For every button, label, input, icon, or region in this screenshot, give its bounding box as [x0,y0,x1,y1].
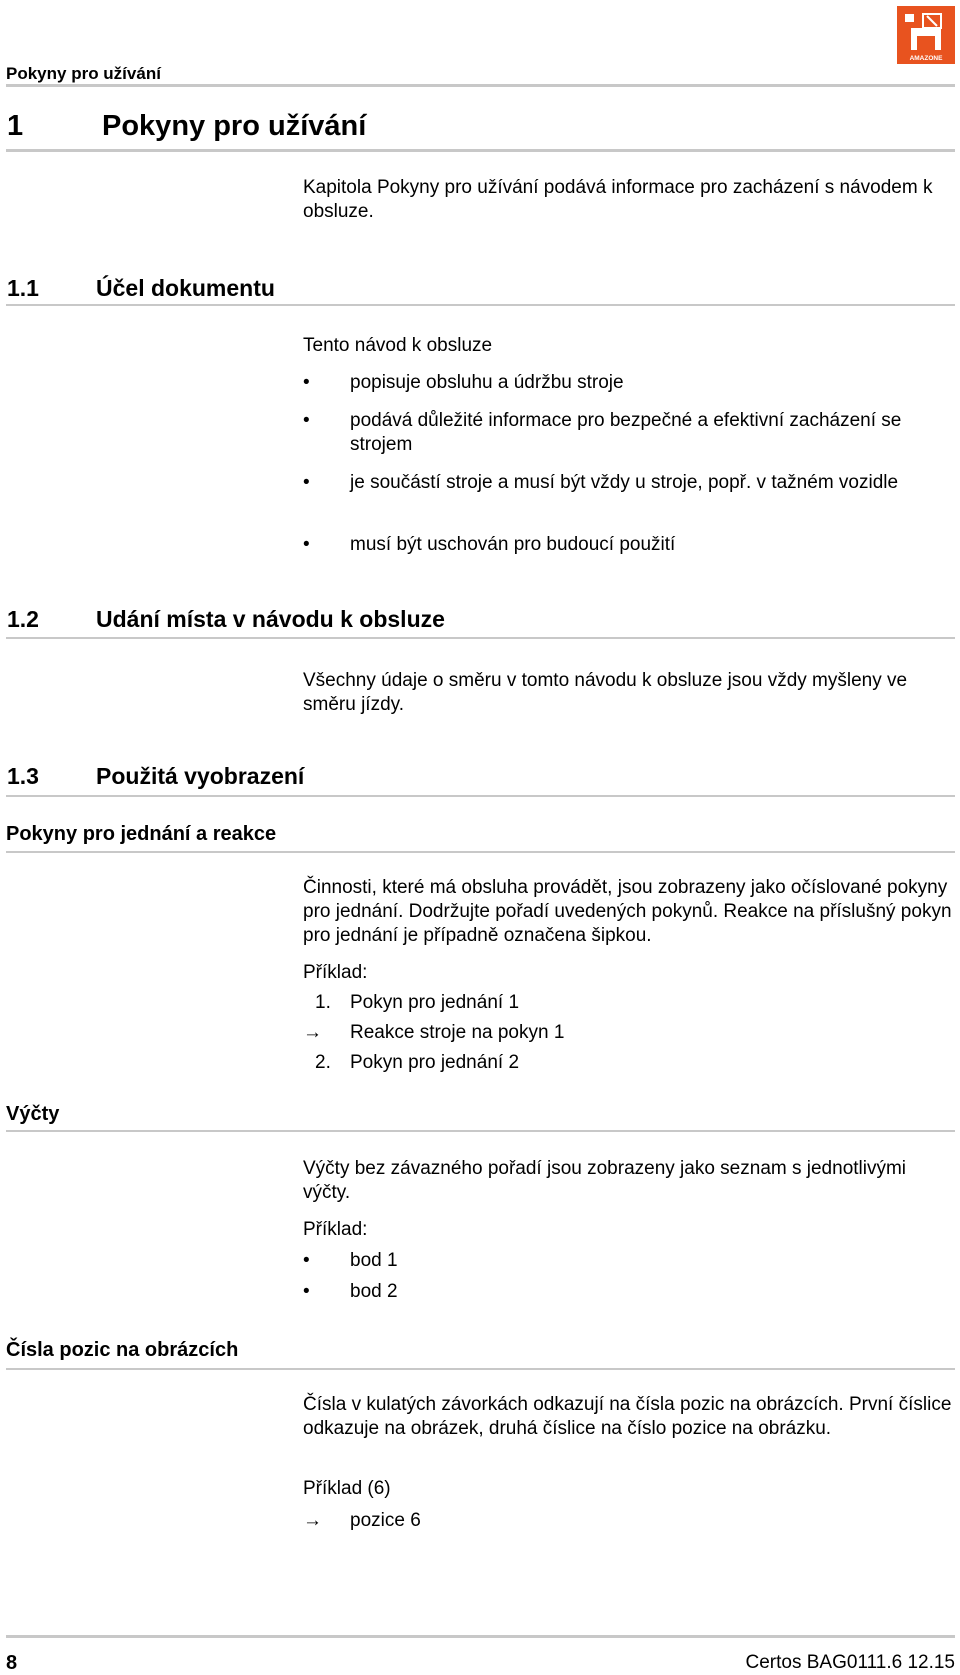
section-title: Udání místa v návodu k obsluze [96,606,445,632]
chapter-number: 1 [7,110,24,142]
chapter-intro: Kapitola Pokyny pro užívání podává informace pro zacházení s návodem k obsluze. [303,177,933,222]
section-number: 1.3 [7,763,39,789]
chapter-heading [0,110,960,144]
example-label: Příklad (6) [303,1478,391,1499]
section-title: Použitá vyobrazení [96,763,305,789]
direction-text: Všechny údaje o směru v tomto návodu k obsluze jsou vždy myšleny ve směru jízdy. [303,670,908,715]
document-info: Certos BAG0111.6 12.15 [745,1652,955,1673]
section-rule [6,795,955,797]
section-rule [6,304,955,306]
chapter-title: Pokyny pro užívání [102,110,367,142]
example-label: Příklad: [303,1219,368,1240]
section-rule [6,637,955,639]
running-header: Pokyny pro užívání [6,64,161,83]
section-number: 1.2 [7,606,39,632]
subsection-rule [6,851,955,853]
section-number: 1.1 [7,275,39,301]
svg-text:AMAZONE: AMAZONE [909,55,943,62]
arrow-icon: → [303,1510,322,1531]
purpose-intro: Tento návod k obsluze [303,335,493,356]
subsection-rule [6,1368,955,1370]
example-label: Příklad: [303,962,368,983]
actions-text: Činnosti, které má obsluha provádět, jsou zobrazeny jako očíslované pokyny pro jednání. Dodržujte pořadí uvedených pokynů. Reakce na příslušný pokyn pro jednání je případně označena šipkou. [303,877,952,946]
subsection-title: Pokyny pro jednání a reakce [6,823,277,845]
arrow-icon: → [303,1022,322,1043]
lists-text: Výčty bez závazného pořadí jsou zobrazeny jako seznam s jednotlivými výčty. [303,1158,907,1203]
amazone-logo [897,6,955,64]
section-1-3-heading [0,763,960,791]
chapter-rule [6,149,955,152]
page-number: 8 [6,1652,18,1674]
subsection-rule [6,1130,955,1132]
section-1-2-heading [0,606,960,634]
header-rule [6,84,955,87]
subsection-title: Čísla pozic na obrázcích [6,1339,239,1361]
subsection-title: Výčty [6,1103,60,1125]
footer-rule [6,1635,955,1638]
positions-text: Čísla v kulatých závorkách odkazují na čísla pozic na obrázcích. První číslice odkazuje na obrázek, druhá číslice na číslo pozice na obrázku. [303,1394,952,1439]
section-title: Účel dokumentu [96,275,275,301]
section-1-1-heading [0,275,960,303]
